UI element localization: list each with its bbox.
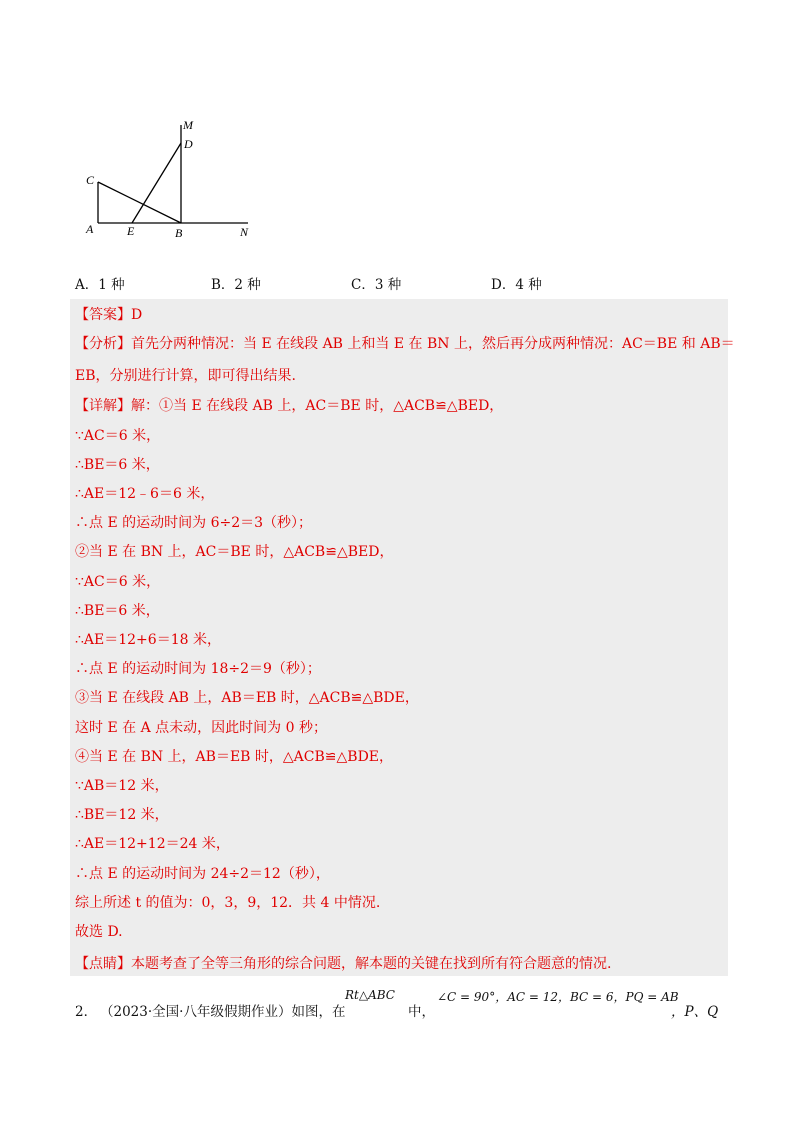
detail-line: ∴点 E 的运动时间为 24÷2＝12（秒）， [75,866,330,882]
question-text: 中， [408,1004,435,1020]
label-D: D [184,137,193,151]
label-A: A [86,222,94,236]
label-M: M [183,118,193,132]
detail-line: ④当 E 在 BN 上，AB＝EB 时，△ACB≌△BDE， [75,749,394,765]
detail-line: ∴BE＝12 米， [75,807,169,823]
question-2 [75,988,775,1020]
answer-options [70,273,730,295]
label-C: C [86,173,95,187]
detail-line: ∴BE＝6 米， [75,603,160,619]
detail-line: ∵AC＝6 米， [75,428,161,444]
detail-line: 【详解】解：①当 E 在线段 AB 上，AC＝BE 时，△ACB≌△BED， [75,398,504,414]
label-B: B [175,226,183,240]
detail-line: ∵AB＝12 米， [75,778,169,794]
triangle-notation: Rt△ABC [345,988,395,1002]
detail-line: ∴点 E 的运动时间为 6÷2＝3（秒）； [75,515,313,531]
option-b: B．2 种 [211,277,261,293]
option-a: A．1 种 [75,277,125,293]
question-tail: ，P、Q [671,1004,719,1020]
option-c: C．3 种 [351,277,402,293]
geometry-figure [80,115,270,245]
segment-CB [98,182,181,223]
label-N: N [240,225,249,239]
label-E: E [127,224,135,238]
option-d: D．4 种 [491,277,542,293]
solution-box [70,299,735,976]
condition-formula: ∠C = 90°，AC = 12，BC = 6，PQ = AB [437,990,679,1004]
question-number: 2． [75,1004,98,1020]
choice-line: 故选 D. [75,924,123,940]
detail-line: ∴点 E 的运动时间为 18÷2＝9（秒）； [75,661,321,677]
detail-line: ②当 E 在 BN 上，AC＝BE 时，△ACB≌△BED， [75,544,394,560]
detail-line: ∵AC＝6 米， [75,574,161,590]
analysis-line: 【分析】首先分两种情况：当 E 在线段 AB 上和当 E 在 BN 上，然后再分成两种情况：AC＝BE 和 AB＝ [75,336,735,352]
detail-line: ③当 E 在线段 AB 上，AB＝EB 时，△ACB≌△BDE， [75,690,419,706]
detail-line: 这时 E 在 A 点未动，因此时间为 0 秒； [75,720,327,736]
answer-line: 【答案】D [75,307,143,323]
analysis-line: EB，分别进行计算，即可得出结果. [75,368,296,384]
question-source: （2023·全国·八年级假期作业）如图，在 [100,1004,346,1020]
comment-line: 【点睛】本题考查了全等三角形的综合问题，解本题的关键在找到所有符合题意的情况. [75,956,612,972]
detail-line: ∴AE＝12+12＝24 米， [75,836,230,852]
detail-line: ∴AE＝12﹣6＝6 米， [75,486,215,502]
detail-line: ∴BE＝6 米， [75,457,160,473]
conclusion-line: 综上所述 t 的值为：0，3，9，12．共 4 中情况. [75,895,381,911]
detail-line: ∴AE＝12+6＝18 米， [75,632,221,648]
